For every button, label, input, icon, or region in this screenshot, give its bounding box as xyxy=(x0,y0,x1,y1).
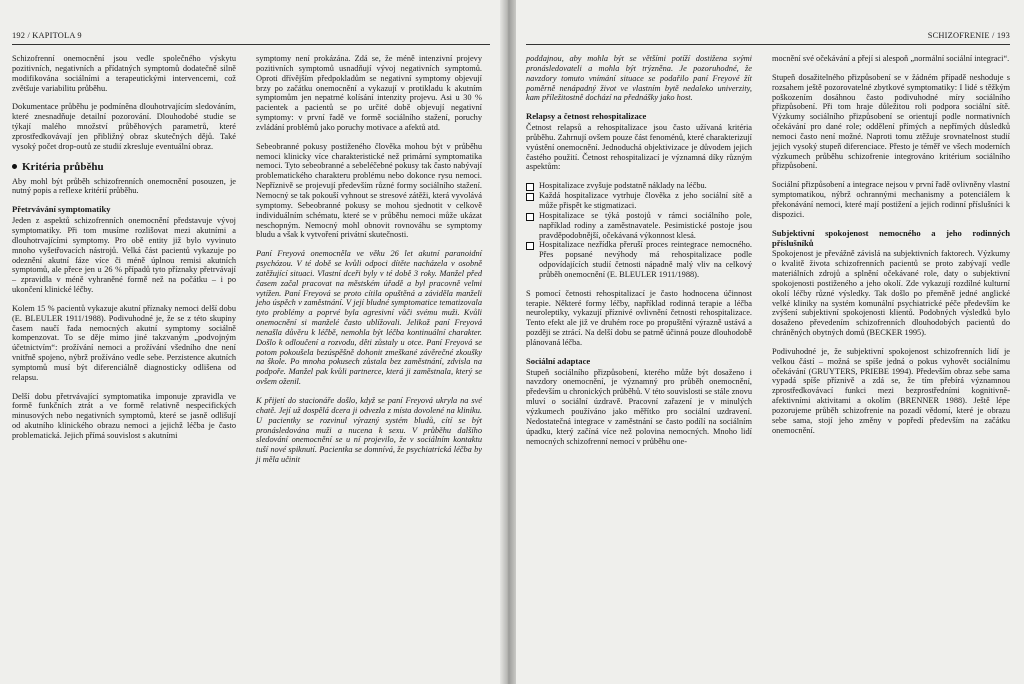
checklist-item xyxy=(526,191,752,211)
checkbox-icon xyxy=(526,183,534,191)
checklist-item-text: Hospitalizace zvyšuje podstatně náklady na léčbu. xyxy=(539,181,707,191)
subheading-social-adaptation: Sociální adaptace xyxy=(526,355,591,366)
paragraph: Aby mohl být průběh schizofrenních onemocnění posouzen, je nutný popis a reflexe kritérií průběhu. xyxy=(12,176,236,196)
checklist-item xyxy=(526,240,752,279)
book-gutter xyxy=(500,0,516,684)
section-heading-criteria xyxy=(12,161,236,173)
paragraph: Kolem 15 % pacientů vykazuje akutní příznaky nemoci delší dobu (E. BLEULER 1911/1988). Podivuhodné je, že se z této skupiny časem naučí řada nemocných akutní symptomy sociálně kompenzovat. To se děje mimo jiné takzvaným „podvojným účetnictvím“: prožívání nemoci a prožívání všedního dne není vnitřně spojeno, nýbrž prožíváno vedle sebe. Perzistence akutních symptomů musí být diferenciálně diagnosticky odlišena od relapsu. xyxy=(12,303,236,382)
case-study-paragraph xyxy=(526,54,752,103)
right-running-head: SCHIZOFRENIE / 193 xyxy=(927,31,1010,40)
paragraph: Stupeň sociálního přizpůsobení, kterého může být dosaženo i navzdory onemocnění, je významný pro průběh onemocnění, především u chronických průběhů. V této souvislosti se stále znovu mluví o sociální úzdravě. Pracovní zařazení je v minulých výzkumech používáno jako měřítko pro sociální uzdravení. Nedostatečná integrace v zaměstnání se často podílí na sociálním úpadku, který začíná více než polovina nemocných. Mnoho lidí nemocných schizofrenní nemocí v průběhu one- xyxy=(526,367,752,446)
paragraph: Četnost relapsů a rehospitalizace jsou často užívaná kritéria průběhu. Zahrnují ovšem pouze část fenoménů, které charakterizují vyústění onemocnění. Jednoduchá objektivizace je důvodem jejich častého použití. Četnost rehospitalizací je významná díky různým aspektům: xyxy=(526,123,752,172)
checklist-item-text: Každá hospitalizace vytrhuje člověka z jeho sociální sítě a může přispět ke stigmatizaci. xyxy=(539,191,752,210)
paragraph: Jeden z aspektů schizofrenních onemocnění představuje vývoj symptomatiky. Při tom musíme rozlišovat mezi akutními a dlouhotrvajícími symptomy. Pro obě entity již bylo vyvinuto mnoho vyšetřovacích nástrojů. Velká část pacientů vykazuje po odeznění akutní fáze více či méně úplnou remisi akutních symptomů, ale přece jen u 26 % případů tyto příznaky přetrvávají – zpravidla v méně vyhraněné formě než na počátku – i po ukončení klinické léčby. xyxy=(12,216,236,295)
bullet-icon xyxy=(12,164,17,169)
paragraph: Sociální přizpůsobení a integrace nejsou v první řadě ovlivněny vlastní symptomatikou, nýbrž ochrannými mechanismy a potenciálem k překonávání nemoci, které mají postižení a jejich rodinní příslušníci k dispozici. xyxy=(772,180,1010,219)
subheading-satisfaction: Subjektivní spokojenost nemocného a jeho rodinných příslušníků xyxy=(772,227,1010,248)
rehospitalization-checklist xyxy=(526,181,752,279)
case-study-text: poddajnou, aby mohla být se většími potíží dostižena svými pronásledovateli a mohla být trýzněna. Je pozoruhodné, že navzdory tomuto vnímání situace se podařilo paní Freyové žít poměrně nenápadný život ve vlastním bytě nedaleko univerzity, kam příležitostně dochází na přednášky jako host. xyxy=(526,54,752,103)
case-study-text: Paní Freyová onemocněla ve věku 26 let akutní paranoidní psychózou. V té době se kvůli odpoci dítěte nacházela v osobně zatěžující situaci. Vlastní dceři byly v té době 3 roky. Manžel před časem začal pracovat na městském úřadě a byl pracovně velmi vytížen. Paní Freyová se proto cítila opuštěná a záviděla manželi jeho úspěch v zaměstnání. V její bludné symptomatice tematizovala tyto problémy a poprvé byla agresivní vůči svému muži. Kvůli onemocnění si manželé často ublížovali. Jelikož paní Freyová nenašla důvěru k léčbě, nemohla být léčba kontinuální charakter. Došlo k odloučení a rozvodu, děti zůstaly u otce. Paní Freyová se potom pokoušela bezúspěšně dohonit zmeškané závěrečné zkoušky na škole. Po mnoha pokusech zůstala bez zaměstnání, zdvisla na podpoře. Manžel pak kvůli partnerce, která ji zaměstnala, který se ovšem oženil. xyxy=(256,249,482,387)
paragraph: symptomy není prokázána. Zdá se, že méně intenzivní projevy pozitivních symptomů usnadňují vývoj negativních symptomů. Oproti dřívějším předpokladům se negativní symptomy objevují brzy po začátku onemocnění a vykazují v protikladu k akutním symptomům jen nepatrné kolísání intenzity projevu. Asi u 30 % pacientek a pacientů se po určité době objevují negativní symptomy: v první řadě ve formě sociálního stažení, poruchy zvládání problémů jako poruchy motivace a afektů atd. xyxy=(256,54,482,132)
right-page-column-2 xyxy=(772,54,1010,445)
paragraph: Delší dobu přetrvávající symptomatika imponuje zpravidla ve formě funkčních ztrát a ve formě relativně nespecifických minusových nebo negativních symptomů, které se jasně odlišují od akutního klinického obrazu nemoci a jejichž léčba je často problematická. Jejich přímá souvislost s akutními xyxy=(12,391,236,440)
case-study-paragraph xyxy=(256,396,482,465)
left-page xyxy=(0,0,500,684)
checkbox-icon xyxy=(526,242,534,250)
case-study-text: K přijetí do stacionáře došlo, když se paní Freyová ukryla na své chatě. Její už dospělá dcera ji odvezla z místa dovolené na kliniku. U pacientky se rozvinul výrazný systém bludů, cítí se být pronásledována muži a nucena k sexu. V průběhu dalšího sledování onemocnění se u ní projevilo, že v sociálním kontaktu tuší nové spiknutí. Pacientka se domnívá, že psychiatrická léčba by ji měla učinit xyxy=(256,396,482,465)
checkbox-icon xyxy=(526,213,534,221)
checklist-item-text: Hospitalizace nezřídka přeruší proces reintegrace nemocného. Přes popsané nevýhody má rehospitalizace podle odpovídajících studií četnosti nápadně malý vliv na celkový průběh onemocnění (E. BLEULER 1911/1988). xyxy=(539,240,752,279)
paragraph: S pomocí četnosti rehospitalizací je často hodnocena účinnost terapie. Některé formy léčby, například rodinná terapie a léčba neuroleptiky, vykazují příznivé ovlivnění četnosti rehospitalizace. Tento efekt ale již ve druhém roce po propuštění výrazně ustává a později se ztrácí. Na delší dobu se patrně účinná pouze dlouhodobě plánovaná léčba. xyxy=(526,288,752,347)
paragraph: mocnění své očekávání a přejí si alespoň „normální sociální integraci“. xyxy=(772,54,1010,63)
paragraph: Spokojenost je převážně závislá na subjektivních faktorech. Výzkumy o kvalitě života schizofrenních pacientů se proto zabývají vedle materiálních zdrojů a splnění očekávané role, daty o subjektivní spokojenosti postiženého a jeho okolí. Zde vykazují rozdílné kulturní okolí léčby různé výsledky. Tak došlo po přeměně jedné anglické velké kliniky na systém komunální psychiatrické péče především ke zvýšení subjektivní spokojenosti klientů. Podobných výsledků bylo dosaženo převedením schizofrenních dlouhodobých pacientů do chráněných obytných domů (BECKER 1995). xyxy=(772,249,1010,338)
left-header-rule xyxy=(12,44,490,45)
case-study-paragraph xyxy=(256,249,482,387)
paragraph: Dokumentace průběhu je podmíněna dlouhotrvajícím sledováním, které znesnadňuje detailní pozorování. Dlouhodobé studie se týkají malého množství průběhových parametrů, které zprostředkovávají jen přibližný obraz skutečných dějů. Také vysoký počet drop-outů ze studií zkresluje eventuální obraz. xyxy=(12,102,236,151)
right-page-column-1 xyxy=(526,54,752,455)
right-header-rule xyxy=(526,44,1010,45)
paragraph: Sebeobranné pokusy postiženého člověka mohou být v průběhu nemoci klinicky více charakteristické než primární symptomatika nemoci. Tyto sebeobranné a sebeléčebné pokusy tak často nabývají problematického charakteru problému nebo dokonce rysu nemoci. Nepříznivě se projevují především různé formy sociálního stažení. Nemocný se tak pokouší vyhnout se stresové zátěži, která vyvolává symptomy. Sebeobranné pokusy se mohou sjednotit v celkově individuálním schématu, které se v průběhu nemoci může ukázat neschopným. Nemocný mohl obnovit rovnováhu se symptomy bludu a však k vytvoření privátní skutečnosti. xyxy=(256,141,482,240)
checklist-item xyxy=(526,211,752,241)
checklist-item xyxy=(526,181,752,191)
checklist-item-text: Hospitalizace se týká postojů v rámci sociálního pole, například rodiny a zaměstnavatele. Pesimistické postoje jsou pravděpodobnější, očekávaná výkonnost klesá. xyxy=(539,210,752,240)
paragraph: Stupeň dosažitelného přizpůsobení se v žádném případě neshoduje s rozsahem ještě pozorovatelné zbytkové symptomatiky: I lidé s těžkým poškozením dosáhnou často podivuhodné míry sociálního přizpůsobení. Při tom hraje důležitou roli podpora sociální sítě. Výzkumy sociálního přizpůsobení se orientují podle normativních očekávání pro dané role; oddělení přímých a nepřímých důsledků nemoci často není možné. Naproti tomu ztěžuje srovnatelnost studií jejich vysoký stupeň diferenciace. Přesto je téměř ve všech moderních výzkumech průběhu schizofrenie integrováno kritérium sociálního přizpůsobení. xyxy=(772,72,1010,171)
right-page xyxy=(516,0,1024,684)
left-page-column-2 xyxy=(256,54,482,474)
section-heading-label: Kritéria průběhu xyxy=(22,160,104,173)
checkbox-icon xyxy=(526,193,534,201)
subheading-persistence: Přetrvávání symptomatiky xyxy=(12,204,111,215)
paragraph: Podivuhodné je, že subjektivní spokojenost schizofrenních lidí je velkou částí – možná se spíše jedná o pokus vyhovět sociálnímu očekávání (GRUYTERS, PRIEBE 1994). Především obraz sebe sama vypadá spíše příznivě a zdá se, že tím přebírá významnou zprostředkovávací funkci mezi bezprostředními kognitivně-afektivními aktivitami a okolím (BRENNER 1988). Ještě lépe pozorujeme průběh schizofrenie na pozadí vědomí, které je obrazu sebe sama, stojí jeho změny v popředí především na začátku onemocnění. xyxy=(772,346,1010,435)
left-running-head: 192 / KAPITOLA 9 xyxy=(12,31,82,40)
paragraph: Schizofrenní onemocnění jsou vedle společného výskytu pozitivních, negativních a přídatných symptomů dodatečně silně modifikována sociálními a terapeutickými intervencemi, což zvětšuje variabilitu průběhu. xyxy=(12,54,236,93)
left-page-column-1 xyxy=(12,54,236,450)
subheading-relapse: Relapsy a četnost rehospitalizace xyxy=(526,111,647,122)
